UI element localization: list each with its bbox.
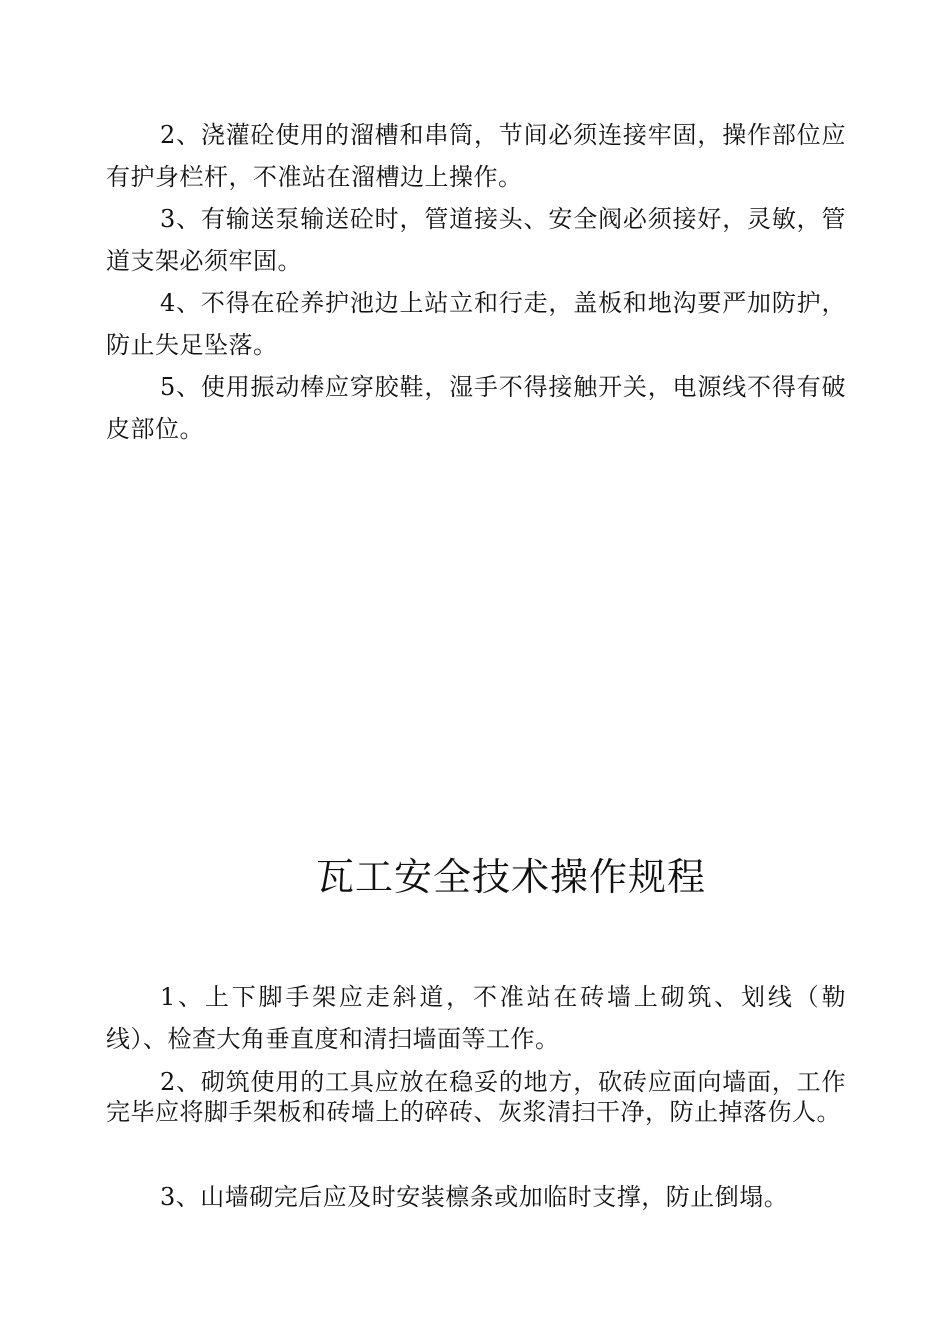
concrete-item-5: 5、使用振动棒应穿胶鞋，湿手不得接触开关，电源线不得有破皮部位。 — [106, 373, 846, 443]
concrete-item-4: 4、不得在砼养护池边上站立和行走，盖板和地沟要严加防护，防止失足坠落。 — [106, 289, 846, 359]
concrete-item-2: 2、浇灌砼使用的溜槽和串筒，节间必须连接牢固，操作部位应有护身栏杆，不准站在溜槽边上操作。 — [106, 121, 846, 191]
masonry-item-3: 3、山墙砌完后应及时安装檩条或加临时支撑，防止倒塌。 — [160, 1183, 789, 1211]
concrete-item-3: 3、有输送泵输送砼时，管道接头、安全阀必须接好，灵敏，管道支架必须牢固。 — [106, 205, 846, 275]
page-title: 瓦工安全技术操作规程 — [316, 855, 707, 899]
masonry-item-1: 1、上下脚手架应走斜道，不准站在砖墙上砌筑、划线（勒线）、检查大角垂直度和清扫墙面等工作。 — [106, 983, 846, 1053]
masonry-item-2: 2、砌筑使用的工具应放在稳妥的地方，砍砖应面向墙面，工作完毕应将脚手架板和砖墙上的碎砖、灰浆清扫干净，防止掉落伤人。 — [106, 1068, 846, 1126]
